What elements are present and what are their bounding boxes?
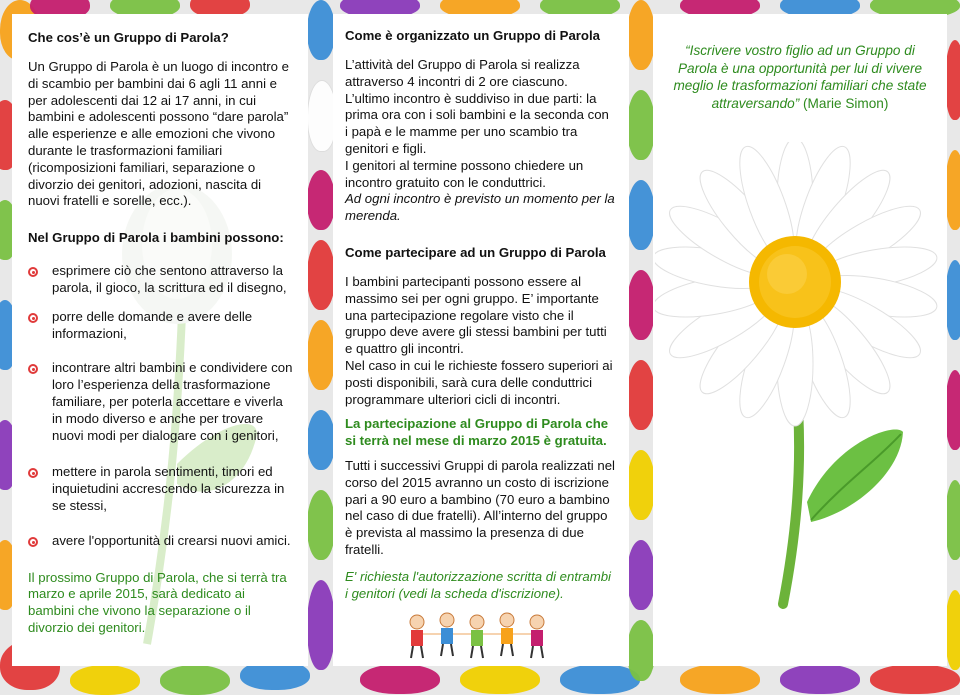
- bullet-swirl-icon: [28, 537, 38, 547]
- heading-children-can: Nel Gruppo di Parola i bambini possono:: [28, 230, 284, 246]
- children-holding-hands-image: [403, 610, 553, 662]
- panel-organization: [333, 14, 629, 666]
- free-participation-note: La partecipazione al Gruppo di Parola che si terrà nel mese di marzo 2015 è gratuita.: [345, 416, 609, 449]
- heading-participation: Come partecipare ad un Gruppo di Parola: [345, 244, 606, 260]
- participation-paragraph-2: Nel caso in cui le richieste fossero superiori ai posti disponibili, sarà cura delle conduttrici programmare ulteriori cicli di incontri.: [345, 357, 613, 407]
- heading-what-is: Che cos’è un Gruppo di Parola?: [28, 30, 229, 45]
- cover-quote: [669, 42, 931, 112]
- quote-author: (Marie Simon): [803, 95, 889, 111]
- bullet-swirl-icon: [28, 267, 38, 277]
- snack-note: Ad ogni incontro è previsto un momento per la merenda.: [345, 191, 615, 224]
- org-paragraph-2: L’ultimo incontro è suddiviso in due parti: la prima ora con i soli bambini e la seconda con i papà e le mamme per uno scambio tra genitori e figli.: [345, 90, 609, 156]
- participation-paragraph-1: I bambini partecipanti possono essere al massimo sei per ogni gruppo. E’ importante una partecipazione regolare visto che il gruppo deve avere gli stessi bambini per tutti e quattro gli incontri.: [345, 273, 607, 357]
- quote-text: “Iscrivere vostro figlio ad un Gruppo di Parola è una opportunità per lui di vivere meglio le trasformazioni familiari che state attraversando”: [673, 43, 927, 111]
- bullet-swirl-icon: [28, 468, 38, 478]
- authorization-note: E' richiesta l'autorizzazione scritta di entrambi i genitori (vedi la scheda d'iscrizione).: [345, 568, 611, 601]
- heading-organization: Come è organizzato un Gruppo di Parola: [345, 28, 600, 43]
- list-item: porre delle domande e avere delle informazioni,: [28, 309, 294, 343]
- daisy-flower-image: [655, 142, 945, 612]
- intro-paragraph: Un Gruppo di Parola è un luogo di incontro e di scambio per bambini dai 6 agli 11 anni e per adolescenti dai 12 ai 17 anni, in cui bambini e adolescenti possono “dare parola” alle esperienze e alle emozioni che vivono durante le trasformazioni familiari (ricomposizioni familiari, separazione o divorzio dei genitori, adozioni, nascita di nuovi fratelli e sorelle, ecc.).: [28, 59, 289, 209]
- list-item: incontrare altri bambini e condividere con loro l’esperienza della trasformazione familiare, per poterla accettare e viverla in modo diverso e anche per trovare nuovi modi per dialogare con i genitori,: [28, 360, 294, 444]
- next-group-notice: Il prossimo Gruppo di Parola, che si terrà tra marzo e aprile 2015, sarà dedicato ai bambini che vivono la separazione o il divorzio dei genitori.: [28, 569, 287, 635]
- list-item: mettere in parola sentimenti, timori ed inquietudini accrescendo la sicurezza in se stessi,: [28, 464, 294, 514]
- bullet-swirl-icon: [28, 364, 38, 374]
- list-item: esprimere ciò che sentono attraverso la parola, il gioco, la scrittura ed il disegno,: [28, 263, 294, 297]
- panel-what-is: [12, 14, 308, 666]
- cost-paragraph: Tutti i successivi Gruppi di parola realizzati nel corso del 2015 avranno un costo di iscrizione pari a 90 euro a bambino (70 euro a bambino nel caso di due fratelli). All’interno del gruppo è prevista al massimo la presenza di due fratelli.: [345, 457, 615, 557]
- bullet-swirl-icon: [28, 313, 38, 323]
- children-can-list: [28, 263, 294, 549]
- list-item: avere l'opportunità di crearsi nuovi amici.: [28, 533, 294, 550]
- panel-cover: [653, 14, 947, 666]
- org-paragraph-3: I genitori al termine possono chiedere un incontro gratuito con le conduttrici.: [345, 157, 584, 190]
- org-paragraph-1: L’attività del Gruppo di Parola si realizza attraverso 4 incontri di 2 ore ciascuno.: [345, 57, 580, 89]
